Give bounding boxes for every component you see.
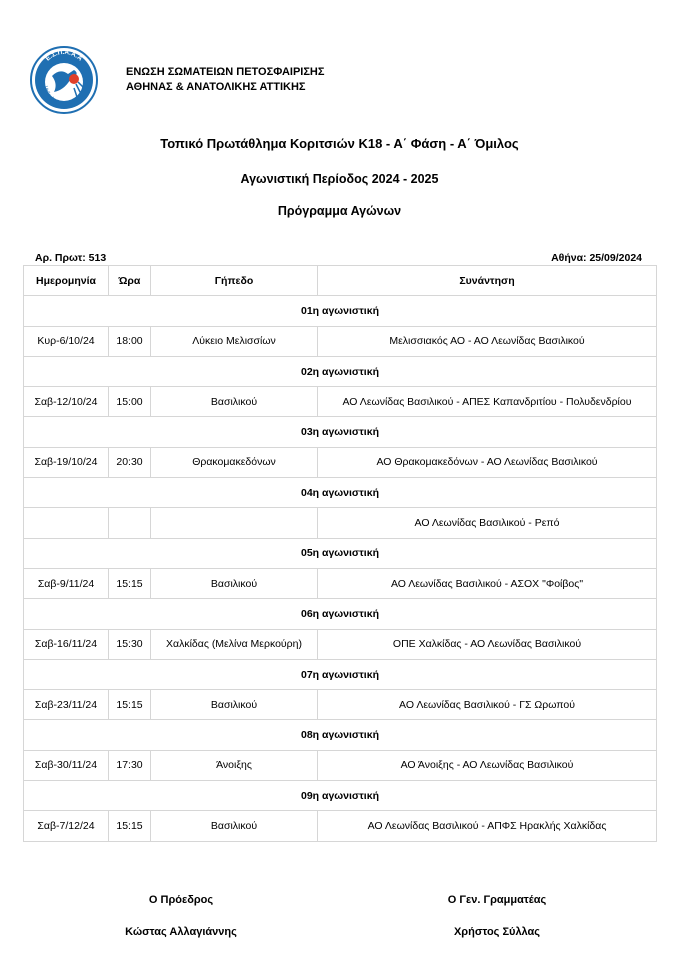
header-time: Ώρα bbox=[109, 266, 151, 296]
president-name: Κώστας Αλλαγιάννης bbox=[125, 926, 237, 938]
match-teams: ΑΟ Λεωνίδας Βασιλικού - ΑΠΕΣ Καπανδριτίου - Πολυδενδρίου bbox=[318, 387, 657, 417]
program-title: Πρόγραμμα Αγώνων bbox=[277, 204, 402, 218]
round-row bbox=[24, 659, 657, 689]
round-label: 09η αγωνιστική bbox=[24, 781, 657, 811]
match-time: 20:30 bbox=[109, 447, 151, 477]
match-venue: Χαλκίδας (Μελίνα Μερκούρη) bbox=[151, 629, 318, 659]
match-teams: ΑΟ Λεωνίδας Βασιλικού - Ρεπό bbox=[318, 508, 657, 538]
table-row bbox=[24, 690, 657, 720]
round-label: 06η αγωνιστική bbox=[24, 599, 657, 629]
round-label: 03η αγωνιστική bbox=[24, 417, 657, 447]
match-date: Σαβ-7/12/24 bbox=[24, 811, 109, 841]
championship-title: Τοπικό Πρωτάθλημα Κοριτσιών Κ18 - Α΄ Φάση - Α΄ Όμιλος bbox=[160, 136, 519, 151]
round-label: 01η αγωνιστική bbox=[24, 296, 657, 326]
table-row bbox=[24, 447, 657, 477]
organization-name bbox=[126, 65, 324, 95]
match-time: 18:00 bbox=[109, 326, 151, 356]
table-header-row bbox=[24, 266, 657, 296]
round-label: 08η αγωνιστική bbox=[24, 720, 657, 750]
table-row bbox=[24, 629, 657, 659]
match-time: 15:00 bbox=[109, 387, 151, 417]
match-date: Σαβ-30/11/24 bbox=[24, 750, 109, 780]
match-venue: Λύκειο Μελισσίων bbox=[151, 326, 318, 356]
match-teams: ΟΠΕ Χαλκίδας - ΑΟ Λεωνίδας Βασιλικού bbox=[318, 629, 657, 659]
match-teams: ΑΟ Λεωνίδας Βασιλικού - ΑΣΟΧ "Φοίβος" bbox=[318, 568, 657, 598]
table-row bbox=[24, 750, 657, 780]
match-time: 17:30 bbox=[109, 750, 151, 780]
federation-logo bbox=[30, 46, 98, 114]
secretary-title: Ο Γεν. Γραμματέας bbox=[447, 894, 547, 906]
match-date: Σαβ-12/10/24 bbox=[24, 387, 109, 417]
logo-top-text: Ε.Σ.Π.Α.Α.Α bbox=[44, 48, 84, 63]
match-teams: ΑΟ Άνοιξης - ΑΟ Λεωνίδας Βασιλικού bbox=[318, 750, 657, 780]
match-time bbox=[109, 508, 151, 538]
round-label: 07η αγωνιστική bbox=[24, 659, 657, 689]
header-match: Συνάντηση bbox=[318, 266, 657, 296]
org-line-2: ΑΘΗΝΑΣ & ΑΝΑΤΟΛΙΚΗΣ ΑΤΤΙΚΗΣ bbox=[126, 81, 306, 93]
match-time: 15:15 bbox=[109, 690, 151, 720]
round-row bbox=[24, 538, 657, 568]
match-venue: Βασιλικού bbox=[151, 811, 318, 841]
round-label: 02η αγωνιστική bbox=[24, 356, 657, 386]
match-time: 15:30 bbox=[109, 629, 151, 659]
match-teams: ΑΟ Λεωνίδας Βασιλικού - ΑΠΦΣ Ηρακλής Χαλκίδας bbox=[318, 811, 657, 841]
round-row bbox=[24, 781, 657, 811]
table-row bbox=[24, 568, 657, 598]
match-date: Κυρ-6/10/24 bbox=[24, 326, 109, 356]
logo-side-text: Volleyball bbox=[41, 85, 60, 106]
season-title: Αγωνιστική Περίοδος 2024 - 2025 bbox=[240, 172, 439, 186]
round-row bbox=[24, 417, 657, 447]
table-row bbox=[24, 387, 657, 417]
table-row bbox=[24, 326, 657, 356]
match-date: Σαβ-19/10/24 bbox=[24, 447, 109, 477]
match-venue: Βασιλικού bbox=[151, 387, 318, 417]
round-label: 04η αγωνιστική bbox=[24, 478, 657, 508]
match-time: 15:15 bbox=[109, 811, 151, 841]
round-label: 05η αγωνιστική bbox=[24, 538, 657, 568]
match-venue bbox=[151, 508, 318, 538]
header-venue: Γήπεδο bbox=[151, 266, 318, 296]
match-teams: ΑΟ Λεωνίδας Βασιλικού - ΓΣ Ωρωπού bbox=[318, 690, 657, 720]
president-title: Ο Πρόεδρος bbox=[148, 894, 214, 906]
round-row bbox=[24, 356, 657, 386]
match-date: Σαβ-9/11/24 bbox=[24, 568, 109, 598]
schedule-table bbox=[23, 265, 657, 842]
round-row bbox=[24, 478, 657, 508]
match-date bbox=[24, 508, 109, 538]
match-venue: Βασιλικού bbox=[151, 568, 318, 598]
match-date: Σαβ-23/11/24 bbox=[24, 690, 109, 720]
match-teams: Μελισσιακός ΑΟ - ΑΟ Λεωνίδας Βασιλικού bbox=[318, 326, 657, 356]
match-date: Σαβ-16/11/24 bbox=[24, 629, 109, 659]
round-row bbox=[24, 599, 657, 629]
match-venue: Άνοιξης bbox=[151, 750, 318, 780]
match-time: 15:15 bbox=[109, 568, 151, 598]
secretary-name: Χρήστος Σύλλας bbox=[453, 926, 541, 938]
table-row bbox=[24, 508, 657, 538]
header-date: Ημερομηνία bbox=[24, 266, 109, 296]
match-venue: Βασιλικού bbox=[151, 690, 318, 720]
round-row bbox=[24, 720, 657, 750]
match-teams: ΑΟ Θρακομακεδόνων - ΑΟ Λεωνίδας Βασιλικού bbox=[318, 447, 657, 477]
match-venue: Θρακομακεδόνων bbox=[151, 447, 318, 477]
protocol-number: Αρ. Πρωτ: 513 bbox=[35, 252, 107, 264]
round-row bbox=[24, 296, 657, 326]
document-date: Αθήνα: 25/09/2024 bbox=[551, 252, 642, 264]
org-line-1: ΕΝΩΣΗ ΣΩΜΑΤΕΙΩΝ ΠΕΤΟΣΦΑΙΡΙΣΗΣ bbox=[126, 66, 325, 78]
table-row bbox=[24, 811, 657, 841]
